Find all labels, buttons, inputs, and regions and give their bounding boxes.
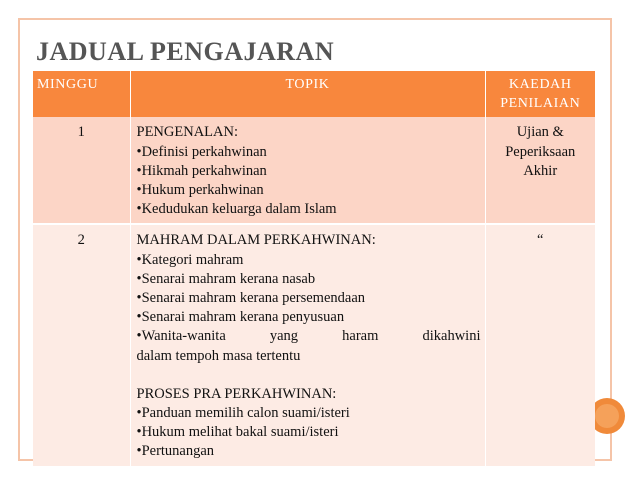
assessment-line: Ujian & [516,124,564,141]
header-week: MINGGU [33,71,130,117]
week-cell: 2 [33,224,130,466]
assessment-cell: “ [485,224,595,466]
table-header-row [33,71,595,117]
schedule-table [33,71,595,468]
week-cell: 1 [33,117,130,224]
header-topic: TOPIK [130,71,485,117]
topic-item: •Wanita-wanita yang haram dikahwini [136,328,481,345]
table-row [33,117,595,224]
header-assessment [485,71,595,117]
topic-item: •Senarai mahram kerana nasab [136,270,316,287]
topic-item: •Definisi perkahwinan [136,143,267,160]
topic-item: •Senarai mahram kerana persemendaan [136,290,366,307]
topic-heading: MAHRAM DALAM PERKAHWINAN: [136,232,376,249]
slide-title: JADUAL PENGAJARAN [36,37,335,66]
table-row [33,224,595,466]
topic-item: •Kedudukan keluarga dalam Islam [136,201,337,218]
spacer [137,366,481,385]
topic-item: •Kategori mahram [136,251,244,268]
header-assessment-line2: PENILAIAN [500,96,581,112]
topic-cell [130,117,485,224]
assessment-line: Akhir [523,162,558,179]
topic-item: •Hukum perkahwinan [136,182,264,199]
topic-item-continuation: dalam tempoh masa tertentu [136,347,301,364]
topic-item: •Panduan memilih calon suami/isteri [136,405,350,422]
topic-item: •Pertunangan [136,443,215,460]
topic-heading: PENGENALAN: [136,124,238,141]
topic-cell [130,224,485,466]
header-assessment-line1: KAEDAH [508,77,572,92]
assessment-line: Peperiksaan [505,143,576,160]
topic-heading: PROSES PRA PERKAHWINAN: [136,385,337,402]
topic-item: •Hukum melihat bakal suami/isteri [136,424,339,441]
topic-item: •Senarai mahram kerana penyusuan [136,309,345,326]
topic-item: •Hikmah perkahwinan [136,162,267,179]
assessment-cell [485,117,595,224]
